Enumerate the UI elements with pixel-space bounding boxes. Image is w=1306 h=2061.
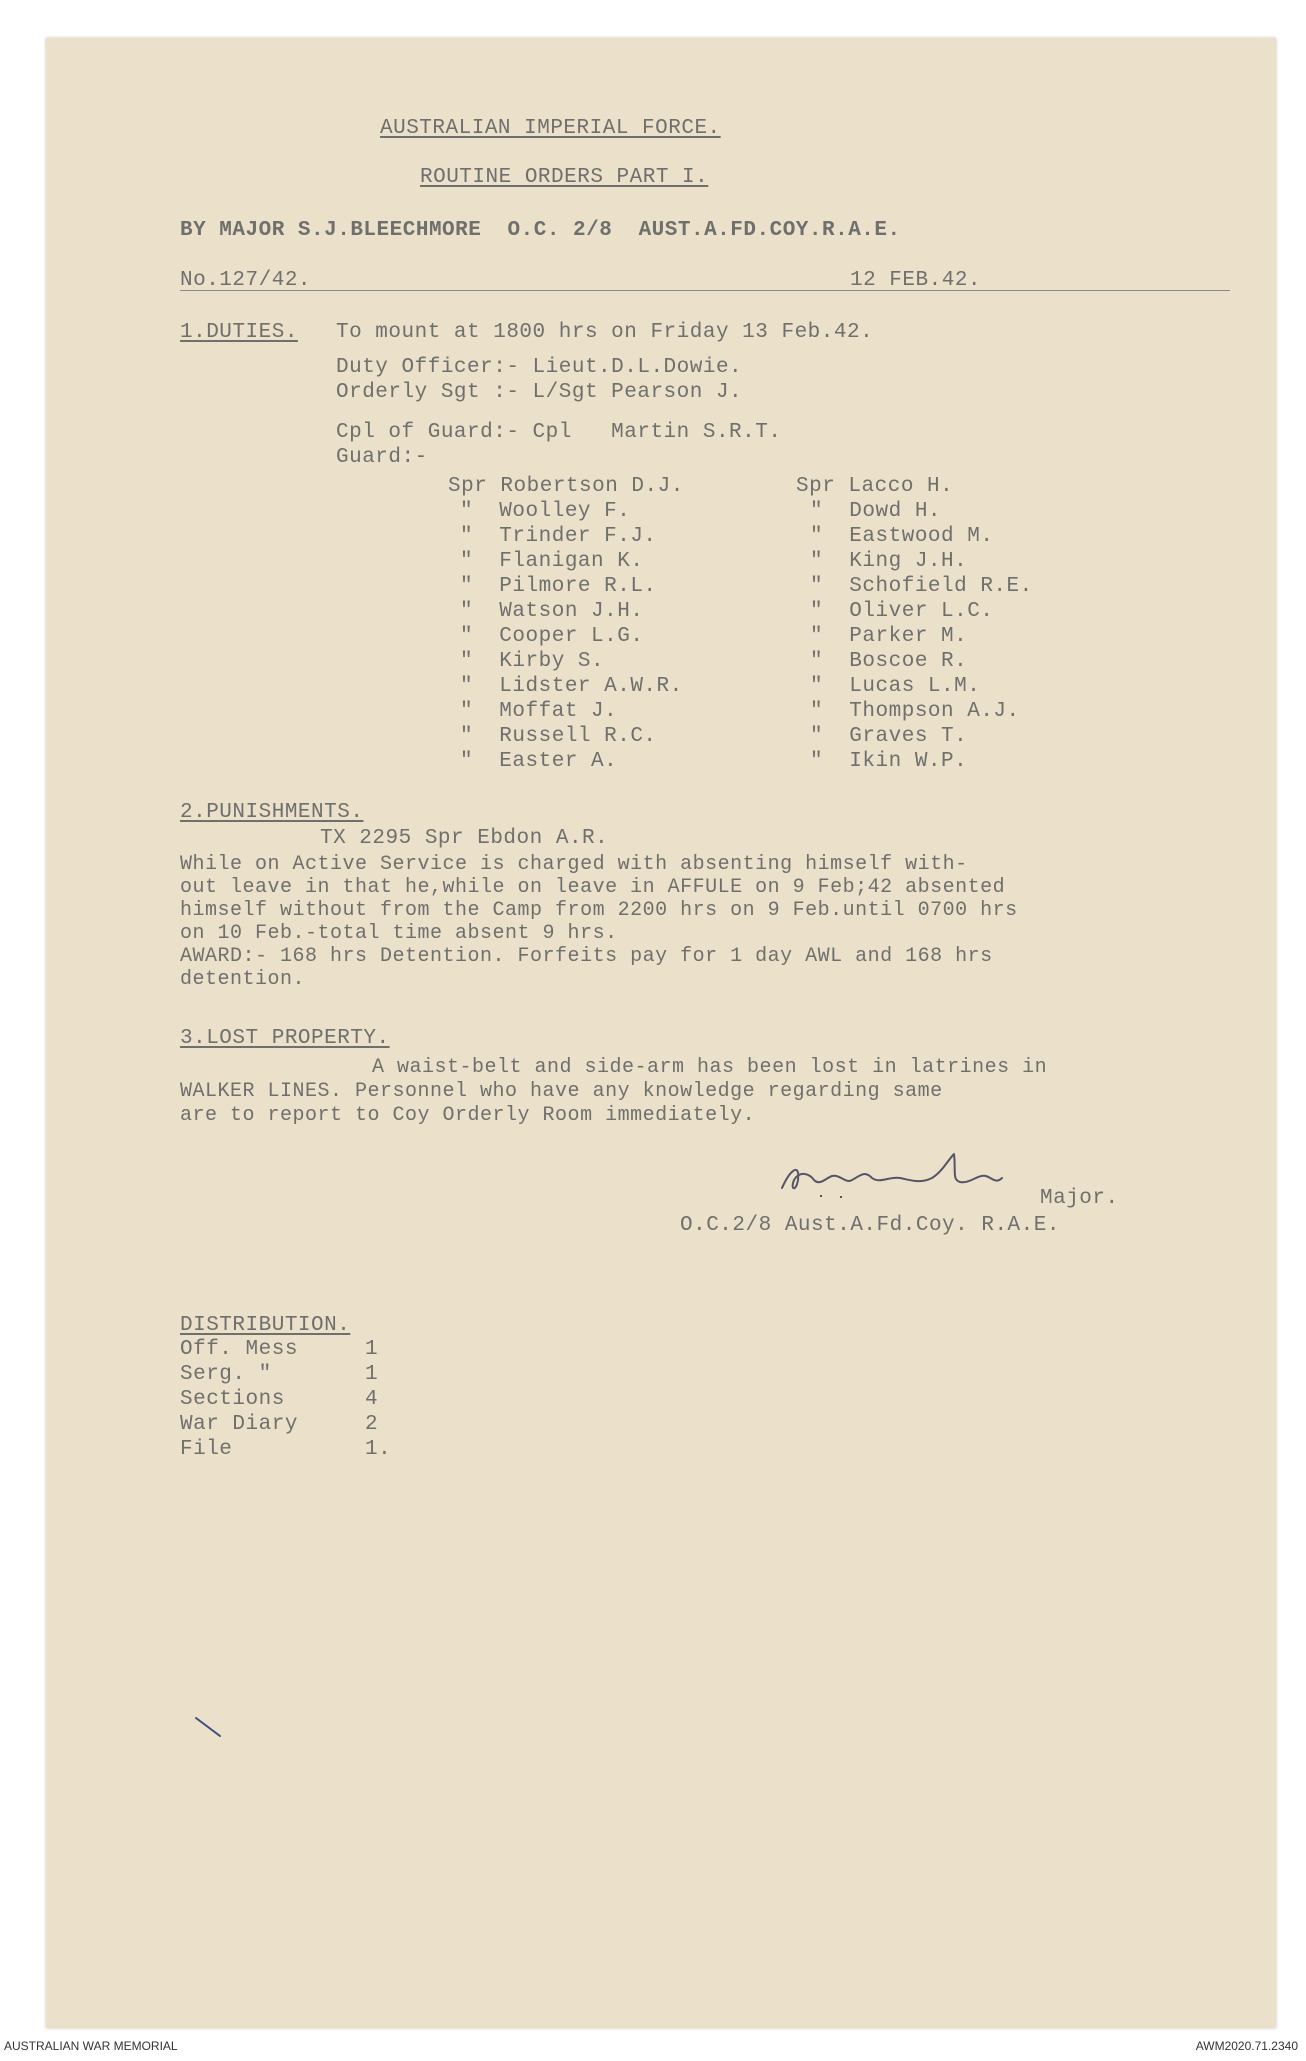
distribution-item-name: War Diary — [180, 1413, 298, 1436]
list-item: " Watson J.H. — [460, 600, 644, 623]
distribution-item-qty: 1 — [365, 1363, 379, 1386]
list-item: " Russell R.C. — [460, 725, 657, 748]
list-item: " Schofield R.E. — [810, 575, 1033, 598]
distribution-item-qty: 1. — [365, 1438, 392, 1461]
guard-label: Guard:- — [336, 446, 428, 469]
text-line: While on Active Service is charged with absenting himself with- — [180, 853, 968, 876]
text-line: AWARD:- 168 hrs Detention. Forfeits pay for 1 day AWL and 168 hrs — [180, 945, 993, 968]
document-subtitle: ROUTINE ORDERS PART I. — [420, 166, 709, 189]
signatory-rank: Major. — [1040, 1187, 1119, 1210]
archive-credit: AUSTRALIAN WAR MEMORIAL — [4, 2039, 178, 2053]
document-title: AUSTRALIAN IMPERIAL FORCE. — [380, 117, 721, 140]
list-item: " Trinder F.J. — [460, 525, 657, 548]
distribution-item-qty: 4 — [365, 1388, 379, 1411]
duties-heading: 1.DUTIES. — [180, 321, 298, 344]
distribution-item-name: Sections — [180, 1388, 285, 1411]
header-divider — [180, 290, 1230, 291]
orderly-sergeant: Orderly Sgt :- L/Sgt Pearson J. — [336, 381, 743, 404]
list-item: " Moffat J. — [460, 700, 618, 723]
lost-property-heading: 3.LOST PROPERTY. — [180, 1027, 390, 1050]
distribution-heading: DISTRIBUTION. — [180, 1314, 351, 1337]
issuing-officer-line: BY MAJOR S.J.BLEECHMORE O.C. 2/8 AUST.A.FD.COY.R.A.E. — [180, 219, 901, 242]
list-item: " Eastwood M. — [810, 525, 994, 548]
list-item: " Graves T. — [810, 725, 968, 748]
list-item: " Kirby S. — [460, 650, 605, 673]
list-item: " Thompson A.J. — [810, 700, 1020, 723]
distribution-item-qty: 2 — [365, 1413, 379, 1436]
list-item: Spr Lacco H. — [796, 475, 954, 498]
distribution-item-qty: 1 — [365, 1338, 379, 1361]
punished-soldier: TX 2295 Spr Ebdon A.R. — [320, 827, 609, 850]
text-line: out leave in that he,while on leave in AFFULE on 9 Feb;42 absented — [180, 876, 1006, 899]
text-line: detention. — [180, 968, 306, 991]
distribution-item-name: Serg. " — [180, 1363, 272, 1386]
list-item: " King J.H. — [810, 550, 968, 573]
handwritten-signature — [760, 1140, 1060, 1210]
list-item: " Flanigan K. — [460, 550, 644, 573]
list-item: Spr Robertson D.J. — [448, 475, 684, 498]
corporal-of-guard: Cpl of Guard:- Cpl Martin S.R.T. — [336, 421, 782, 444]
text-line: himself without from the Camp from 2200 hrs on 9 Feb.until 0700 hrs — [180, 899, 1018, 922]
order-number: No.127/42. — [180, 269, 312, 292]
archive-reference: AWM2020.71.2340 — [1195, 2039, 1298, 2053]
distribution-item-name: File — [180, 1438, 233, 1461]
text-line: are to report to Coy Orderly Room immediately. — [180, 1104, 756, 1127]
punishments-heading: 2.PUNISHMENTS. — [180, 801, 364, 824]
distribution-item-name: Off. Mess — [180, 1338, 298, 1361]
duties-intro: To mount at 1800 hrs on Friday 13 Feb.42. — [336, 321, 874, 344]
list-item: " Boscoe R. — [810, 650, 968, 673]
order-date: 12 FEB.42. — [850, 269, 982, 292]
list-item: " Cooper L.G. — [460, 625, 644, 648]
text-line: WALKER LINES. Personnel who have any knowledge regarding same — [180, 1080, 943, 1103]
duty-officer: Duty Officer:- Lieut.D.L.Dowie. — [336, 356, 743, 379]
signatory-unit: O.C.2/8 Aust.A.Fd.Coy. R.A.E. — [680, 1214, 1060, 1237]
text-line: on 10 Feb.-total time absent 9 hrs. — [180, 922, 618, 945]
list-item: " Woolley F. — [460, 500, 631, 523]
list-item: " Lidster A.W.R. — [460, 675, 683, 698]
text-line: A waist-belt and side-arm has been lost in latrines in — [372, 1056, 1048, 1079]
list-item: " Ikin W.P. — [810, 750, 968, 773]
list-item: " Dowd H. — [810, 500, 942, 523]
ink-mark — [192, 1714, 232, 1744]
list-item: " Easter A. — [460, 750, 618, 773]
list-item: " Pilmore R.L. — [460, 575, 657, 598]
list-item: " Lucas L.M. — [810, 675, 981, 698]
list-item: " Oliver L.C. — [810, 600, 994, 623]
list-item: " Parker M. — [810, 625, 968, 648]
